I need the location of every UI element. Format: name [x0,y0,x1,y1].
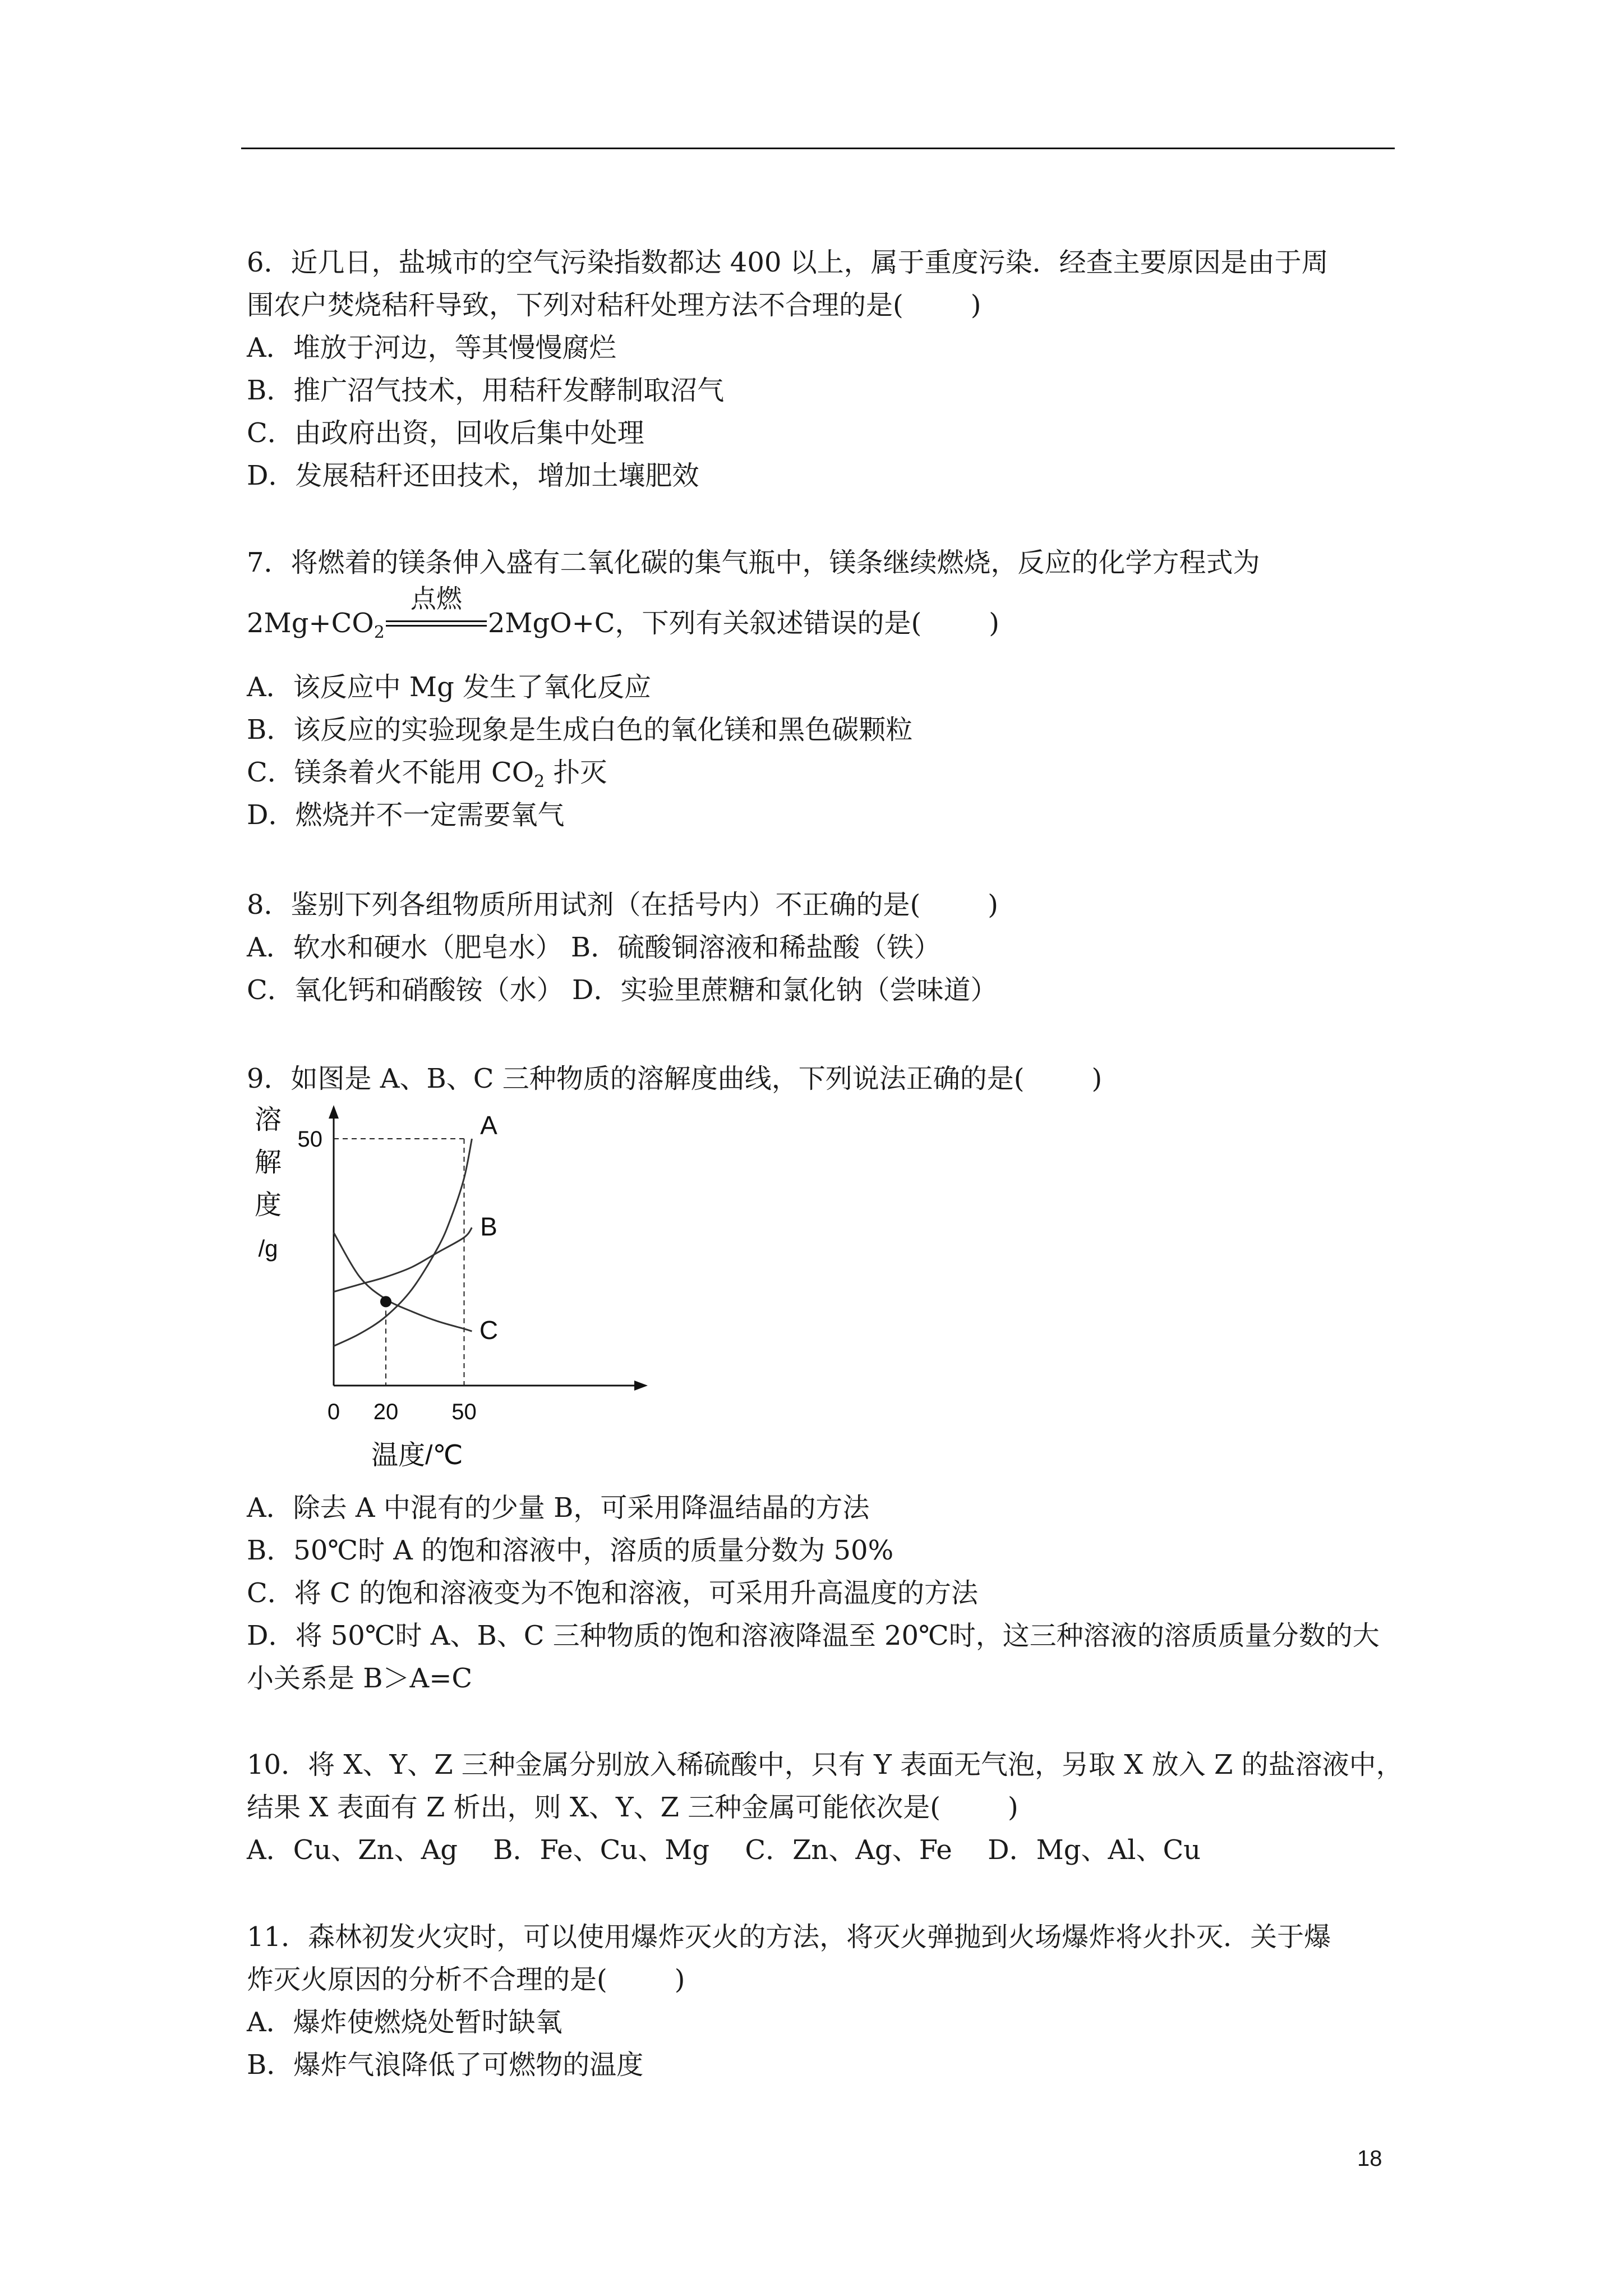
question-9-stem: 9．如图是 A、B、C 三种物质的溶解度曲线，下列说法正确的是( ) [247,1063,1103,1094]
curve-label-a: A [480,1111,497,1140]
question-6-option-d: D．发展秸秆还田技术，增加土壤肥效 [247,460,699,491]
reaction-condition: 点燃 [410,583,462,614]
curve-b [334,1227,472,1291]
page-number: 18 [1357,2146,1382,2171]
question-8 [247,884,1396,1011]
question-6-option-b: B．推广沼气技术，用秸秆发酵制取沼气 [247,375,725,406]
question-8-stem: 8．鉴别下列各组物质所用试剂（在括号内）不正确的是( ) [247,889,999,921]
question-9-option-c: C．将 C 的饱和溶液变为不饱和溶液，可采用升高温度的方法 [247,1577,978,1609]
y-axis-arrow [329,1105,339,1119]
question-7-option-b: B．该反应的实验现象是生成白色的氧化镁和黑色碳颗粒 [247,714,913,746]
x-axis-label: 温度/℃ [371,1441,463,1470]
question-10-stem-line2: 结果 X 表面有 Z 析出，则 X、Y、Z 三种金属可能依次是( ) [247,1792,1018,1823]
curve-label-b: B [480,1212,497,1241]
x-tick-label-0: 0 [327,1400,340,1424]
question-6-stem-line2: 围农户焚烧秸秆导致，下列对秸秆处理方法不合理的是( ) [247,289,981,321]
solubility-chart-svg [247,1094,662,1487]
question-7-option-d: D．燃烧并不一定需要氧气 [247,799,565,831]
question-11 [247,1916,1396,2086]
question-8-options-row1: A．软水和硬水（肥皂水） B．硫酸铜溶液和稀盐酸（铁） [247,932,941,963]
question-8-options-row2: C．氧化钙和硝酸铵（水） D．实验里蔗糖和氯化钠（尝味道） [247,974,998,1006]
question-6-stem-line1: 6．近几日，盐城市的空气污染指数都达 400 以上，属于重度污染．经查主要原因是由于周 [247,247,1329,278]
question-7-option-c: C．镁条着火不能用 $CO_2$ 扑灭 [247,757,607,792]
header-rule [241,148,1395,149]
question-7 [247,541,1396,836]
question-11-option-a: A．爆炸使燃烧处暂时缺氧 [247,2007,562,2038]
curve-label-c: C [479,1315,499,1345]
question-7-stem-line1: 7．将燃着的镁条伸入盛有二氧化碳的集气瓶中，镁条继续燃烧，反应的化学方程式为 [247,547,1260,578]
question-6 [247,241,1396,497]
x-axis-arrow [634,1381,648,1391]
question-9-options [247,1487,1396,1700]
y-axis-label-0: 溶 [254,1105,282,1135]
question-11-stem-line2: 炸灭火原因的分析不合理的是( ) [247,1964,685,1995]
x-tick-label-1: 20 [373,1400,399,1424]
question-9-option-d-cont: 小关系是 B＞A=C [247,1663,473,1694]
question-10 [247,1743,1403,1871]
reaction-arrow [386,583,487,645]
question-9-option-b: B．50℃时 A 的饱和溶液中，溶质的质量分数为 50% [247,1535,894,1566]
question-7-option-a: A．该反应中 Mg 发生了氧化反应 [247,671,652,703]
x-tick-label-2: 50 [451,1400,477,1424]
curve-c [334,1232,472,1331]
question-7-equation: $2Mg+CO_2$ 点燃 2MgO+C，下列有关叙述错误的是( ) [247,602,1396,645]
question-6-option-a: A．堆放于河边，等其慢慢腐烂 [247,332,616,364]
y-tick-label-0: 50 [297,1127,322,1152]
question-9-option-a: A．除去 A 中混有的少量 B，可采用降温结晶的方法 [247,1492,870,1524]
y-axis-label-2: 度 [254,1190,282,1220]
intersection-point [380,1296,391,1307]
question-11-option-b: B．爆炸气浪降低了可燃物的温度 [247,2049,644,2081]
solubility-chart [247,1094,662,1487]
question-9-option-d: D．将 50℃时 A、B、C 三种物质的饱和溶液降温至 20℃时，这三种溶液的溶质质量分数的大 [247,1620,1380,1651]
y-axis-label-3: /g [258,1235,278,1262]
question-11-stem-line1: 11．森林初发火灾时，可以使用爆炸灭火的方法，将灭火弹抛到火场爆炸将火扑灭．关于爆 [247,1921,1331,1953]
question-10-options: A．Cu、Zn、Ag B．Fe、Cu、Mg C．Zn、Ag、Fe D．Mg、Al、Cu [247,1834,1201,1866]
question-10-stem-line1: 10．将 X、Y、Z 三种金属分别放入稀硫酸中，只有 Y 表面无气泡，另取 X 放入 Z 的盐溶液中， [247,1749,1403,1780]
curve-a [334,1139,472,1346]
y-axis-label-1: 解 [254,1148,282,1177]
question-6-option-c: C．由政府出资，回收后集中处理 [247,417,644,449]
